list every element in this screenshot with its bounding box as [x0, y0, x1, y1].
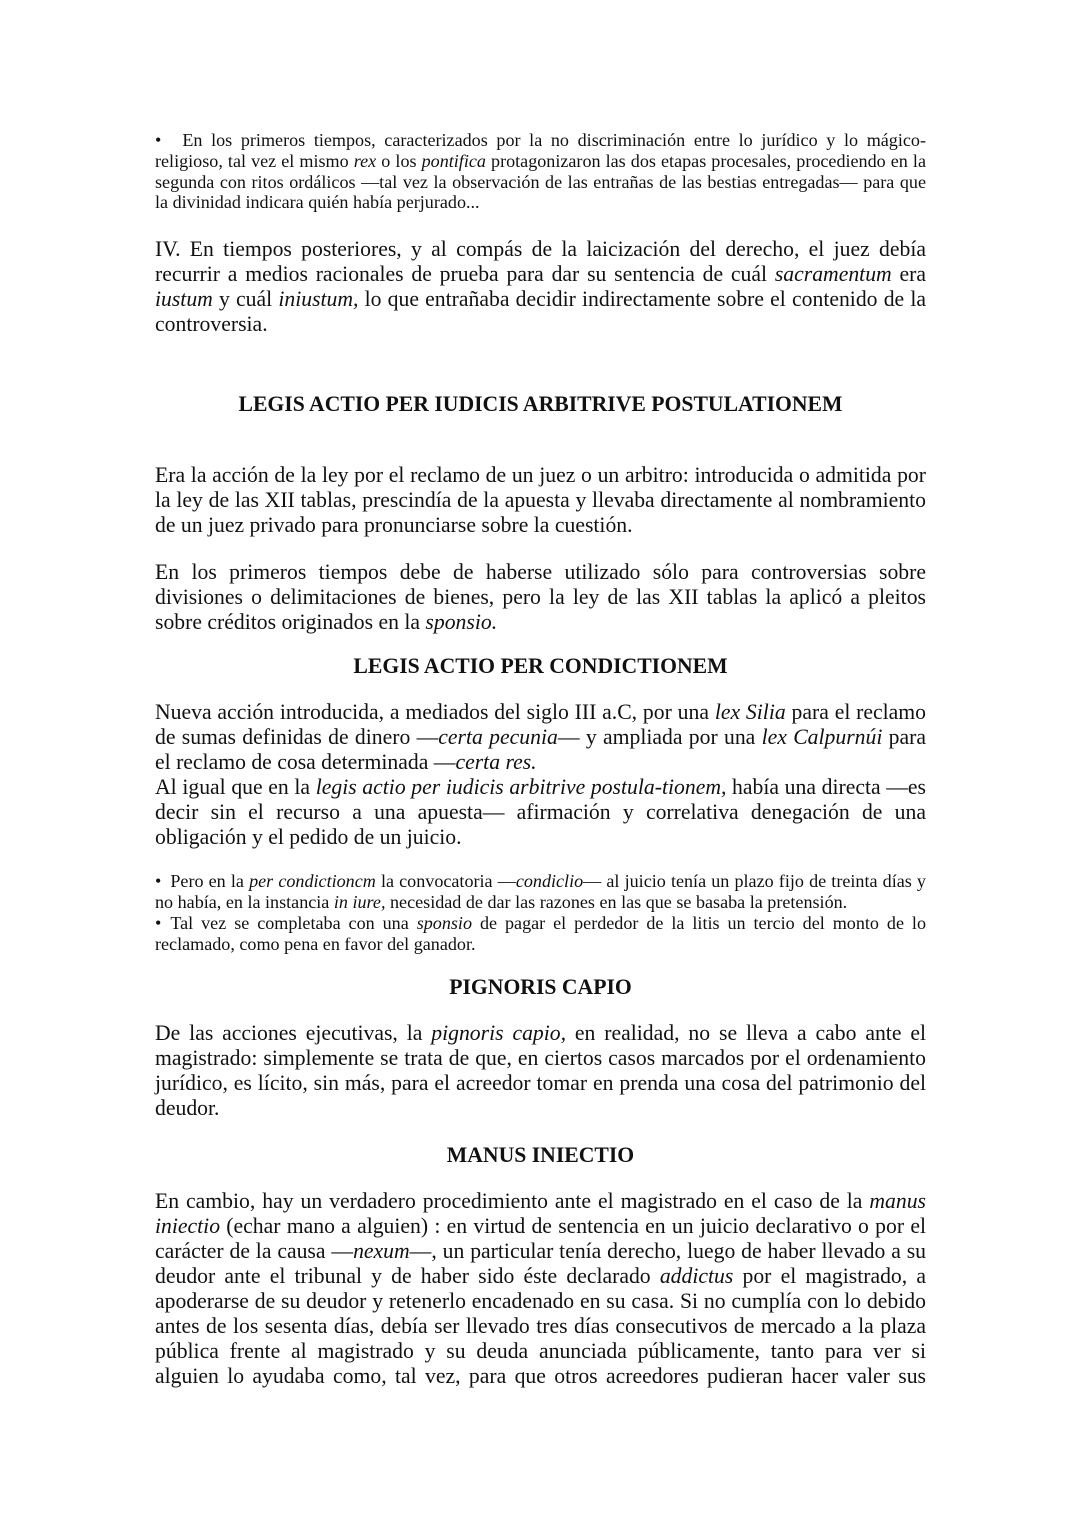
text-run: la convocatoria —	[375, 871, 516, 892]
text-run: Tal vez se completaba con una	[170, 912, 417, 933]
text-run: Al igual que en la	[155, 775, 316, 800]
text-run: —, un particular tenía derecho, luego de haber llevado a su deudor ante el tribunal y de haber sido éste declarado	[155, 1239, 927, 1289]
italic-text-run: in iure,	[333, 891, 386, 912]
italic-text-run: legis actio per iudicis arbitrive postula-tionem,	[315, 775, 727, 800]
bullet-glyph: •	[155, 130, 162, 150]
heading-legis-actio-condictionem: LEGIS ACTIO PER CONDICTIONEM	[353, 654, 728, 679]
text-run: En los primeros tiempos, caracterizados por la no discriminación entre lo jurídico y lo mágico-religioso, tal vez el mismo	[155, 130, 926, 171]
italic-text-run: lex Calpurnúi	[761, 725, 883, 750]
italic-text-run: sacramentum	[774, 262, 892, 287]
text-run: por el magistrado, a apoderarse de su deudor y retenerlo encadenado en su casa. Si no cumplía con lo debido antes de los sesenta días, debía ser llevado tres días consecutivos de mercado a la plaza pública frente al magistrado y su deuda anunciada públicamente, tanto para ver si alguien lo ayudaba como, tal vez, para que otros acreedores pudieran hacer valer sus	[155, 1264, 926, 1389]
paragraph-laicizacion	[155, 237, 926, 337]
text-run: necesidad de dar las razones en las que se basaba la pretensión.	[385, 891, 848, 912]
paragraph-pignoris-capio	[155, 1021, 926, 1121]
italic-text-run: per condictioncm	[249, 871, 376, 892]
paragraph-manus-iniectio	[155, 1189, 926, 1389]
heading-manus-iniectio: MANUS INIECTIO	[446, 1143, 635, 1168]
text-run: — y ampliada por una	[557, 725, 762, 750]
text-run: de pagar el perdedor de la litis un tercio del monto de lo reclamado, como pena en favor del ganador.	[155, 912, 926, 954]
text-run: En cambio, hay un verdadero procedimiento ante el magistrado en el caso de la	[155, 1189, 870, 1214]
bullet-glyph: •	[155, 912, 162, 933]
italic-text-run: manus iniectio	[155, 1189, 926, 1239]
italic-text-run: sponsio	[416, 912, 473, 933]
italic-text-run: iustum	[155, 287, 213, 312]
italic-text-run: lex Silia	[714, 700, 786, 725]
italic-text-run: nexum	[353, 1239, 410, 1264]
text-run: Pero en la	[170, 871, 250, 892]
text-run: lo que entrañaba decidir indirectamente sobre el contenido de la controversia.	[155, 287, 926, 337]
bullet-note-plazo	[155, 871, 926, 913]
bullet-notes-condictionem	[155, 871, 926, 954]
heading-legis-actio-postulationem: LEGIS ACTIO PER IUDICIS ARBITRIVE POSTULATIONEM	[238, 392, 843, 417]
italic-text-run: iniustum,	[278, 287, 359, 312]
paragraph-condictionem-comparacion	[155, 775, 926, 850]
text-run: protagonizaron las dos etapas procesales, procediendo en la segunda con ritos ordálicos —tal vez la observación de las entrañas de las bestias entregadas— para que la divinidad indicara quién había perjurado...	[155, 150, 926, 213]
text-run: Nueva acción introducida, a mediados del siglo III a.C, por una	[155, 700, 715, 725]
italic-text-run: sponsio.	[425, 610, 498, 635]
italic-text-run: rex	[353, 150, 377, 171]
italic-text-run: pontifica	[421, 150, 486, 171]
bullet-paragraph-ritos-ordalicos	[155, 130, 926, 213]
italic-text-run: addictus	[659, 1264, 734, 1289]
italic-text-run: certa res.	[455, 750, 537, 775]
text-run: IV. En tiempos posteriores, y al compás de la laicización del derecho, el juez debía recurrir a medios racionales de prueba para dar su sentencia de cuál	[155, 237, 926, 287]
text-run: (echar mano a alguien) : en virtud de sentencia en un juicio declarativo o por el carácter de la causa —	[155, 1214, 926, 1264]
text-run: De las acciones ejecutivas, la	[155, 1021, 432, 1046]
paragraph-condictionem-origen	[155, 700, 926, 775]
paragraph-postulationem-definicion	[155, 463, 926, 538]
text-run: para el reclamo de cosa determinada —	[155, 725, 927, 775]
heading-pignoris-capio: PIGNORIS CAPIO	[449, 975, 632, 1000]
text-run: era	[891, 262, 926, 287]
text-run: — al juicio tenía un plazo fijo de treinta días y no había, en la instancia	[155, 871, 926, 912]
italic-text-run: condiclio	[515, 871, 584, 892]
text-run: o los	[376, 150, 422, 171]
page-body	[155, 130, 926, 1389]
italic-text-run: pignoris capio,	[431, 1021, 567, 1046]
text-run: en realidad, no se lleva a cabo ante el magistrado: simplemente se trata de que, en ciertos casos marcados por el ordenamiento jurídico, es lícito, sin más, para el acreedor tomar en prenda una cosa del patrimonio del deudor.	[155, 1021, 926, 1121]
bullet-glyph: •	[155, 871, 162, 892]
text-run: para el reclamo de sumas definidas de dinero —	[155, 700, 927, 750]
italic-text-run: certa pecunia	[438, 725, 558, 750]
text-run: había una directa —es decir sin el recurso a una apuesta— afirmación y correlativa denegación de una obligación y el pedido de un juicio.	[155, 775, 926, 850]
paragraph-postulationem-uso	[155, 560, 926, 635]
text-run: Era la acción de la ley por el reclamo de un juez o un arbitro: introducida o admitida por la ley de las XII tablas, prescindía de la apuesta y llevaba directamente al nombramiento de un juez privado para pronunciarse sobre la cuestión.	[155, 463, 926, 538]
text-run: En los primeros tiempos debe de haberse utilizado sólo para controversias sobre divisiones o delimitaciones de bienes, pero la ley de las XII tablas la aplicó a pleitos sobre créditos originados en la	[155, 560, 926, 635]
text-run: y cuál	[212, 287, 279, 312]
bullet-note-sponsio	[155, 913, 926, 955]
